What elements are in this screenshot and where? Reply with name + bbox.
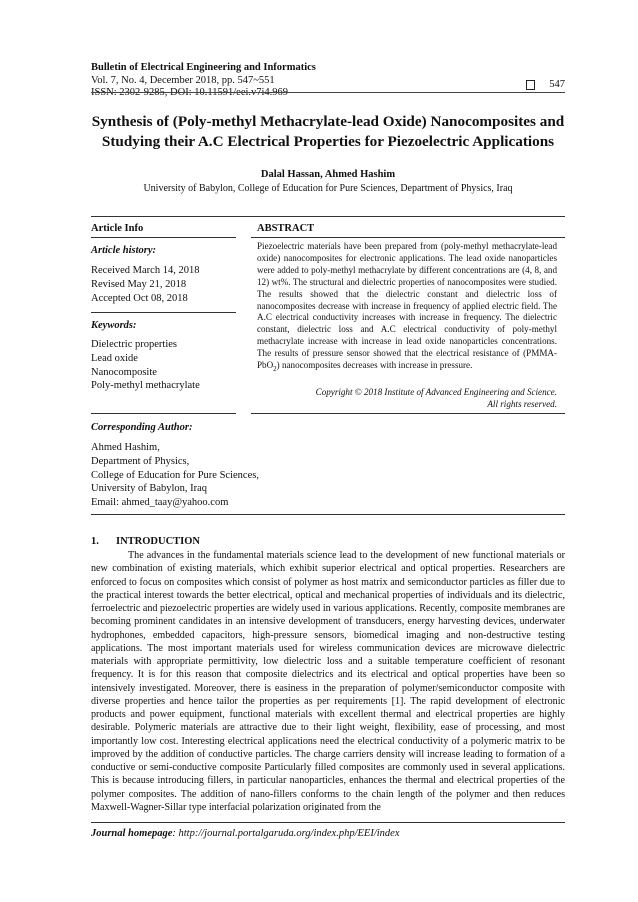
- authors: Dalal Hassan, Ahmed Hashim: [260, 169, 396, 180]
- copyright-line-1: Copyright © 2018 Institute of Advanced Engineering and Science.: [315, 387, 557, 397]
- copyright: [257, 386, 557, 410]
- volume-info: Vol. 7, No. 4, December 2018, pp. 547~551: [91, 75, 275, 86]
- affiliation: University of Babylon, College of Education for Pure Sciences, Department of Physics, Iraq: [143, 183, 513, 194]
- author-college: College of Education for Pure Sciences,: [91, 469, 259, 481]
- journal-homepage: Journal homepage: http://journal.portalgaruda.org/index.php/EEI/index: [91, 828, 400, 839]
- page-number: 547: [549, 79, 565, 90]
- keywords-rule: [91, 312, 236, 313]
- history-dates: [91, 264, 199, 305]
- keyword: Dielectric properties: [91, 339, 177, 350]
- info-bottom-rule: [91, 413, 236, 414]
- keywords-label: Keywords:: [91, 320, 137, 331]
- square-icon: [526, 80, 535, 90]
- author-name: Ahmed Hashim,: [91, 442, 160, 453]
- homepage-link[interactable]: : http://journal.portalgaruda.org/index.php/EEI/index: [172, 828, 400, 839]
- info-top-rule: [91, 216, 565, 217]
- copyright-line-2: All rights reserved.: [487, 399, 557, 409]
- author-email: Email: ahmed_taay@yahoo.com: [91, 497, 229, 509]
- corresponding-block: [91, 441, 259, 510]
- author-dept: Department of Physics,: [91, 455, 190, 467]
- received-date: Received March 14, 2018: [91, 265, 200, 276]
- abstract-heading: ABSTRACT: [257, 223, 315, 234]
- keywords-list: [91, 338, 200, 393]
- header-rule: [91, 92, 565, 93]
- corresponding-bottom-rule: [91, 514, 565, 515]
- history-label: Article history:: [91, 245, 157, 256]
- journal-name: Bulletin of Electrical Engineering and Informatics: [91, 62, 316, 73]
- abstract-text: Piezoelectric materials have been prepared from (poly-methyl methacrylate-lead oxide) nanocomposites for electronic applications. The lead oxide nanoparticles were added to poly-methyl methacrylate by different concentrations are (4, 8, and 12) wt%. The structural and dielectric properties of nanocomposites were studied. The results showed that the dielectric constant and dielectric loss of nanocomposites decrease with increase in frequency of applied electric field. The A.C electrical conductivity increases with increase in frequency. The dielectric constant, dielectric loss and A.C electrical conductivity of poly-methyl methacrylate increase with increase in lead oxide nanoparticles concentrations. The results of pressure sensor showed that the electrical resistance of (PMMA-PbO$_2$) nanocomposites decreases with increase in pressure.: [257, 241, 557, 373]
- accepted-date: Accepted Oct 08, 2018: [91, 292, 188, 304]
- keyword: Lead oxide: [91, 352, 138, 364]
- paper-title: [91, 112, 565, 152]
- page-marker: [526, 79, 565, 90]
- keyword: Nanocomposite: [91, 366, 157, 378]
- intro-heading: 1. INTRODUCTION: [91, 536, 201, 547]
- abstract-bottom-rule: [251, 413, 565, 414]
- info-rule: [91, 237, 236, 238]
- footer-rule: [91, 822, 565, 823]
- issn-doi: ISSN: 2302-9285, DOI: 10.11591/eei.v7i4.969: [91, 87, 289, 98]
- author-univ: University of Babylon, Iraq: [91, 483, 208, 495]
- revised-date: Revised May 21, 2018: [91, 278, 187, 290]
- intro-paragraph: The advances in the fundamental materials science lead to the development of new functional materials or new combination of existing materials, which exhibit superior electrical and optical properties. Researchers are enforced to focus on composites which consist of polymer as host matrix and semiconductor particles as filler due to the practical interest towards the better electrical, optical and mechanical properties of individuals and its dielectric, ferroelectric and piezoelectric properties are widely used in various applications. Recently, composite membranes are becoming prominent candidates in an intensive development of transducers, energy harvesting devices, underwater hydrophones, embedded capacitors, high-pressure sensors, biomedical imaging and non-destructive testing applications. The most important materials used for wireless communication devices are microwave dielectric materials with appropriate permittivity, low dielectric loss and a suitable temperature coefficient of resonant frequency. It is for this reason that composite dielectrics and its electrical and optical properties have been so intensively investigated. Moreover, there is easiness in the preparation of polymer/semiconductor composite with diverse properties and hence tailor the properties as per requirements [1]. The rapid development of electronic products and power equipment, functional materials with excellent thermal and electrical properties are highly desirable. Polymeric materials are attractive due to their light weight, flexibility, ease of processing, and most importantly low cost. Interesting electrical applications need the electrical conductivity of a polymeric matrix to be improved by the addition of conductive particles. The charge carriers density will increase leading to formation of a conductive or semi-conductive composite Particularly filled composites are commonly used in several applications. This is because introducing fillers, in particular nanoparticles, enhances the thermal and electrical properties of the polymer composites. The addition of nano-fillers conforms to the chain length of the polymer and then reduces Maxwell-Wagner-Sillar type interfacial polarization originated from the: [91, 550, 565, 813]
- title-line-1: Synthesis of (Poly-methyl Methacrylate-lead Oxide) Nanocomposites and: [91, 113, 565, 130]
- title-line-2: Studying their A.C Electrical Properties for Piezoelectric Applications: [101, 133, 555, 150]
- keyword: Poly-methyl methacrylate: [91, 380, 200, 392]
- abstract-rule: [251, 237, 565, 238]
- article-info-heading: Article Info: [91, 223, 144, 234]
- corresponding-label: Corresponding Author:: [91, 422, 193, 433]
